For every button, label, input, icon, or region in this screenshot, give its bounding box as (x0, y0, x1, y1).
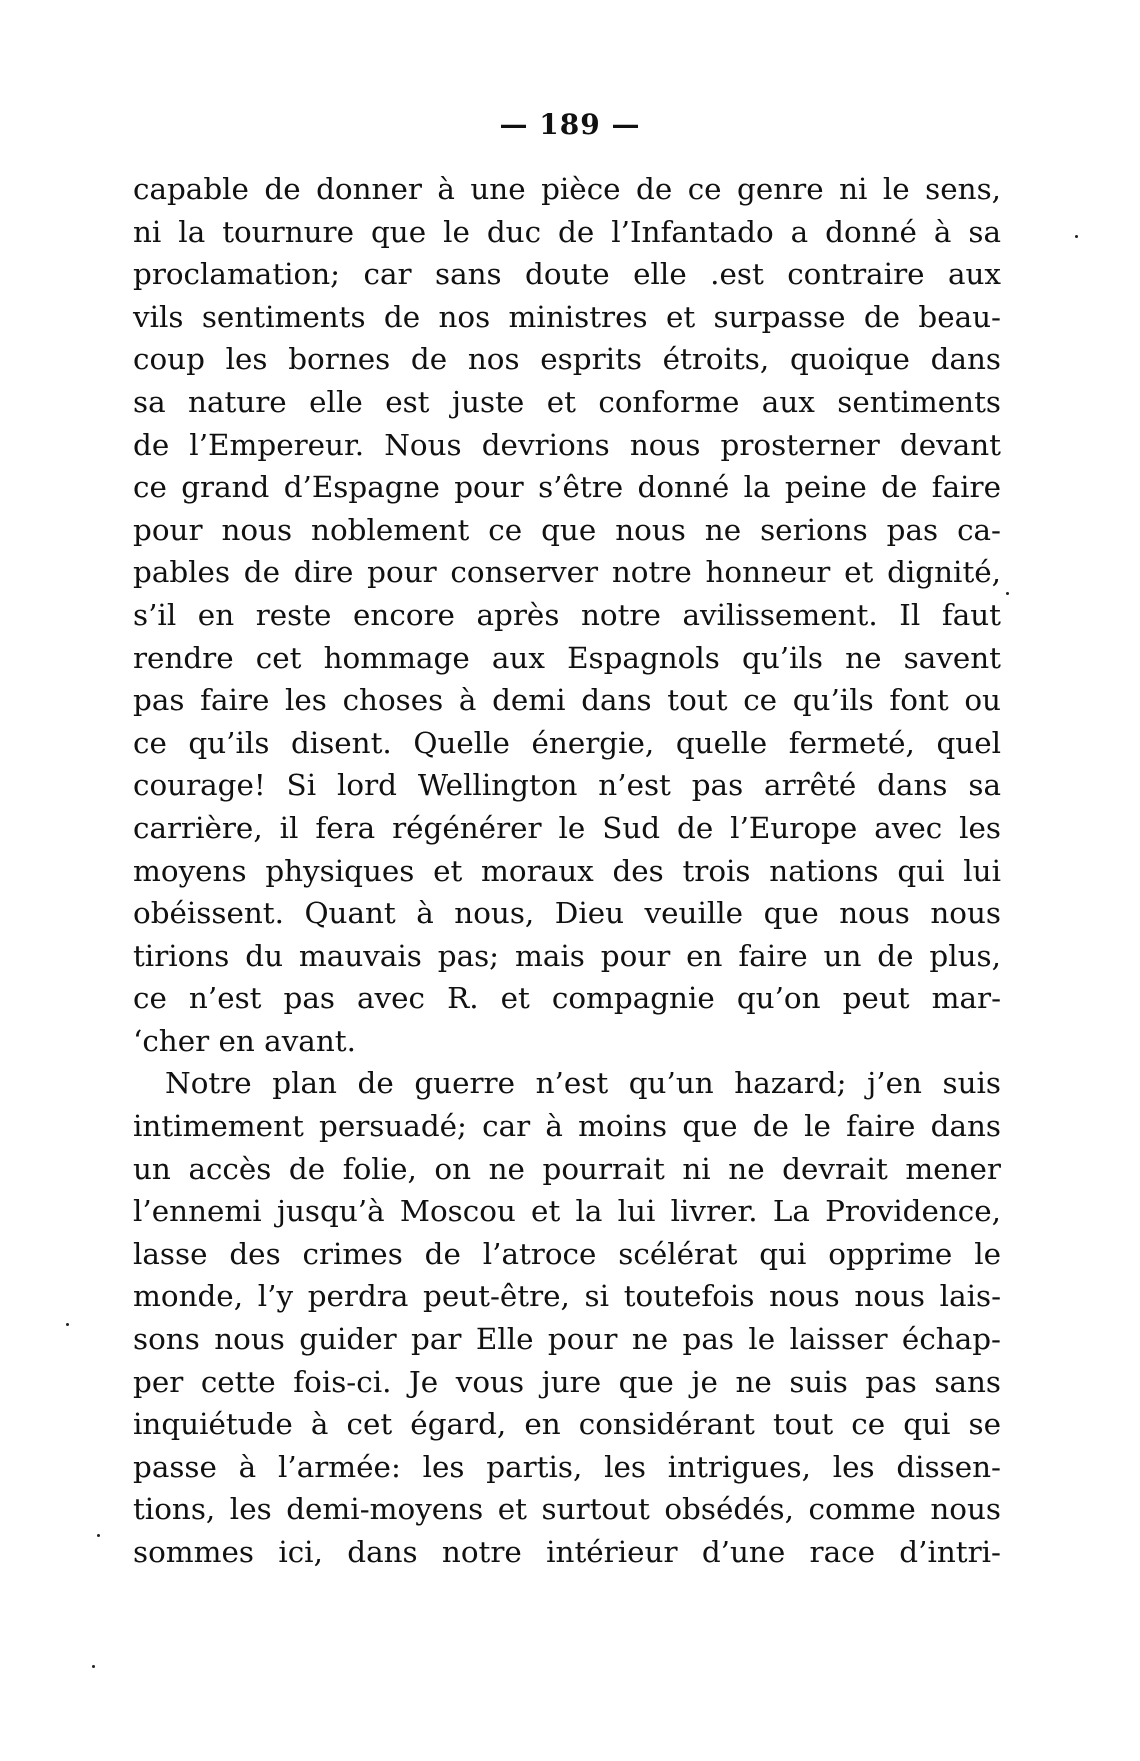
text-line: l’ennemi jusqu’à Moscou et la lui livrer. La Providence, (133, 1194, 1001, 1229)
text-line: ce grand d’Espagne pour s’être donné la peine de faire (133, 470, 1001, 505)
text-line: rendre cet hommage aux Espagnols qu’ils ne savent (133, 640, 1001, 675)
text-line: courage! Si lord Wellington n’est pas arrêté dans sa (133, 768, 1001, 803)
scan-speck (1006, 592, 1009, 595)
text-line: ni la tournure que le duc de l’Infantado a donné à sa (133, 214, 1001, 249)
text-line: sons nous guider par Elle pour ne pas le laisser échap- (133, 1322, 1001, 1357)
body-text (133, 168, 1001, 1574)
text-line: tions, les demi-moyens et surtout obsédés, comme nous (133, 1492, 1001, 1527)
text-line: lasse des crimes de l’atroce scélérat qui opprime le (133, 1236, 1001, 1271)
text-line: per cette fois-ci. Je vous jure que je ne suis pas sans (133, 1364, 1001, 1399)
text-line: capable de donner à une pièce de ce genre ni le sens, (133, 172, 1001, 206)
text-line: ce qu’ils disent. Quelle énergie, quelle fermeté, quel (133, 725, 1001, 760)
text-line: pas faire les choses à demi dans tout ce qu’ils font ou (133, 683, 1001, 718)
paragraph-end-line: ‘cher en avant. (133, 1023, 356, 1058)
text-line: proclamation; car sans doute elle .est contraire aux (133, 257, 1001, 292)
text-line: moyens physiques et moraux des trois nations qui lui (133, 853, 1001, 888)
text-line: tirions du mauvais pas; mais pour en faire un de plus, (133, 938, 1001, 973)
text-line: coup les bornes de nos esprits étroits, quoique dans (133, 342, 1001, 377)
text-line: un accès de folie, on ne pourrait ni ne devrait mener (133, 1151, 1001, 1186)
page-number: — 189 — (499, 108, 641, 141)
text-line: intimement persuadé; car à moins que de le faire dans (133, 1109, 1001, 1144)
text-line: obéissent. Quant à nous, Dieu veuille que nous nous (133, 896, 1001, 931)
text-line: vils sentiments de nos ministres et surpasse de beau- (133, 299, 1001, 334)
scan-speck (66, 1323, 69, 1326)
text-line: passe à l’armée: les partis, les intrigues, les dissen- (133, 1449, 1001, 1484)
text-line: s’il en reste encore après notre avilissement. Il faut (133, 597, 1001, 632)
text-line: carrière, il fera régénérer le Sud de l’Europe avec les (133, 810, 1001, 845)
scan-speck (1075, 235, 1078, 238)
text-line: inquiétude à cet égard, en considérant tout ce qui se (133, 1407, 1001, 1442)
text-line: ce n’est pas avec R. et compagnie qu’on peut mar- (133, 981, 1001, 1016)
text-line: sommes ici, dans notre intérieur d’une race d’intri- (133, 1535, 1001, 1569)
text-line: de l’Empereur. Nous devrions nous prosterner devant (133, 427, 1001, 462)
paragraph-start-line: Notre plan de guerre n’est qu’un hazard; j’en suis (165, 1066, 1001, 1101)
text-line: sa nature elle est juste et conforme aux sentiments (133, 384, 1001, 419)
text-line: monde, l’y perdra peut-être, si toutefois nous nous lais- (133, 1279, 1001, 1314)
scan-speck (97, 1534, 100, 1537)
text-line: pables de dire pour conserver notre honneur et dignité, (133, 555, 1001, 590)
scan-speck (92, 1665, 95, 1668)
text-line: pour nous noblement ce que nous ne serions pas ca- (133, 512, 1001, 547)
